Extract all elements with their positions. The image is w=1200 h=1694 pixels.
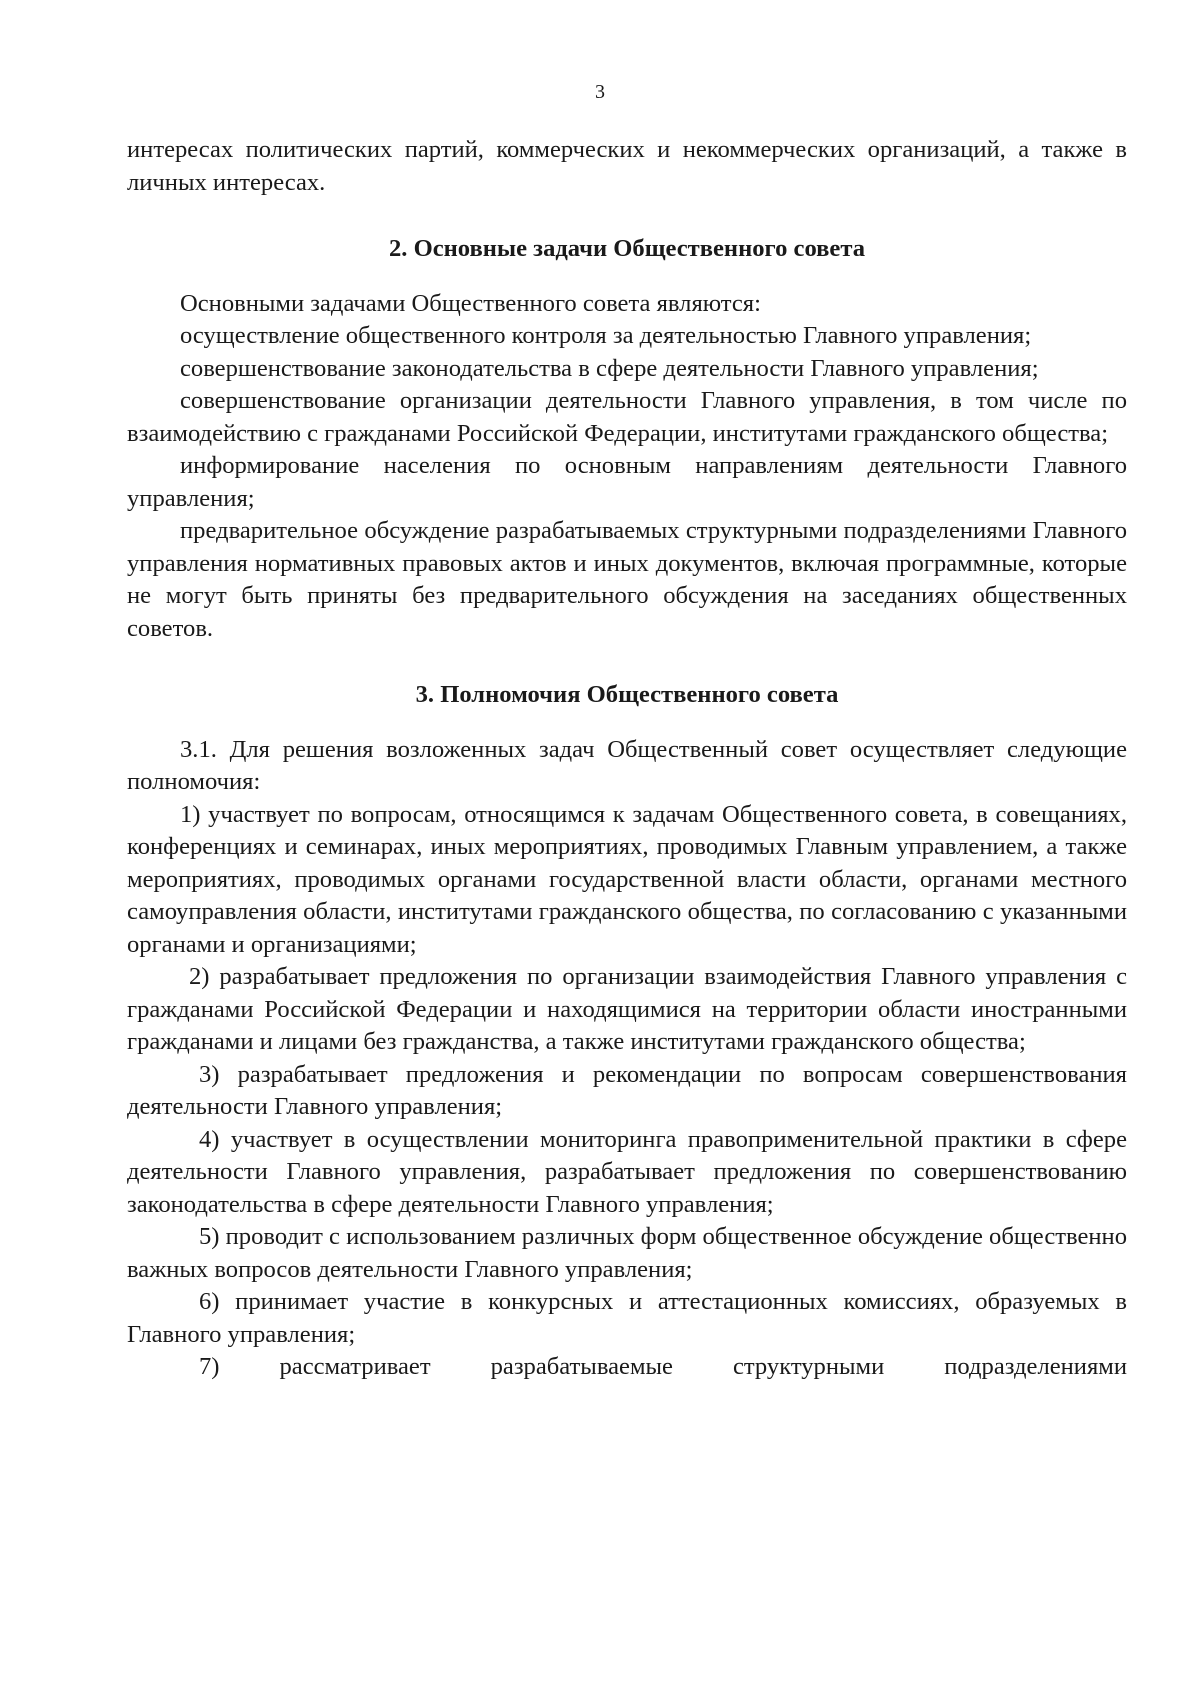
section-3-lead: 3.1. Для решения возложенных задач Общественный совет осуществляет следующие полномочия: <box>127 735 1127 795</box>
section-3-item: 3) разрабатывает предложения и рекомендации по вопросам совершенствования деятельности Главного управления; <box>127 1060 1127 1120</box>
section-2-item: осуществление общественного контроля за деятельностью Главного управления; <box>180 322 1032 349</box>
section-2-item: информирование населения по основным направлениям деятельности Главного управления; <box>127 452 1127 512</box>
intro-paragraph: интересах политических партий, коммерческих и некоммерческих организаций, а также в личных интересах. <box>127 136 1127 196</box>
section-2-item: совершенствование законодательства в сфере деятельности Главного управления; <box>180 354 1039 382</box>
section-2-item: совершенствование организации деятельности Главного управления, в том числе по взаимодействию с гражданами Российской Федерации, институтами гражданского общества; <box>127 387 1127 447</box>
section-3-item: 2) разрабатывает предложения по организации взаимодействия Главного управления с гражданами Российской Федерации и находящимися на территории области иностранными гражданами и лицами без гражданства, а также институтами гражданского общества; <box>127 963 1127 1055</box>
section-2-lead: Основными задачами Общественного совета являются: <box>180 289 761 317</box>
section-2-heading: 2. Основные задачи Общественного совета <box>388 235 866 262</box>
section-3-item: 1) участвует по вопросам, относящимся к задачам Общественного совета, в совещаниях, конференциях и семинарах, иных мероприятиях, проводимых Главным управлением, а также мероприятиях, проводимых органами государственной власти области, органами местного самоуправления области, институтами гражданского общества, по согласованию с указанными органами и организациями; <box>127 800 1127 958</box>
section-3-item: 6) принимает участие в конкурсных и аттестационных комиссиях, образуемых в Главного управления; <box>127 1288 1127 1348</box>
section-3-item: 7) рассматривает разрабатываемые структурными подразделениями <box>199 1353 1127 1380</box>
section-3-item: 5) проводит с использованием различных форм общественное обсуждение общественно важных вопросов деятельности Главного управления; <box>127 1223 1127 1283</box>
page-number: 3 <box>595 81 605 103</box>
section-3-heading: 3. Полномочия Общественного совета <box>415 681 839 708</box>
section-3-item: 4) участвует в осуществлении мониторинга правоприменительной практики в сфере деятельности Главного управления, разрабатывает предложения по совершенствованию законодательства в сфере деятельности Главного управления; <box>127 1125 1127 1218</box>
document-body <box>127 134 1127 1384</box>
section-2-item: предварительное обсуждение разрабатываемых структурными подразделениями Главного управления нормативных правовых актов и иных документов, включая программные, которые не могут быть приняты без предварительного обсуждения на заседаниях общественных советов. <box>127 517 1127 642</box>
